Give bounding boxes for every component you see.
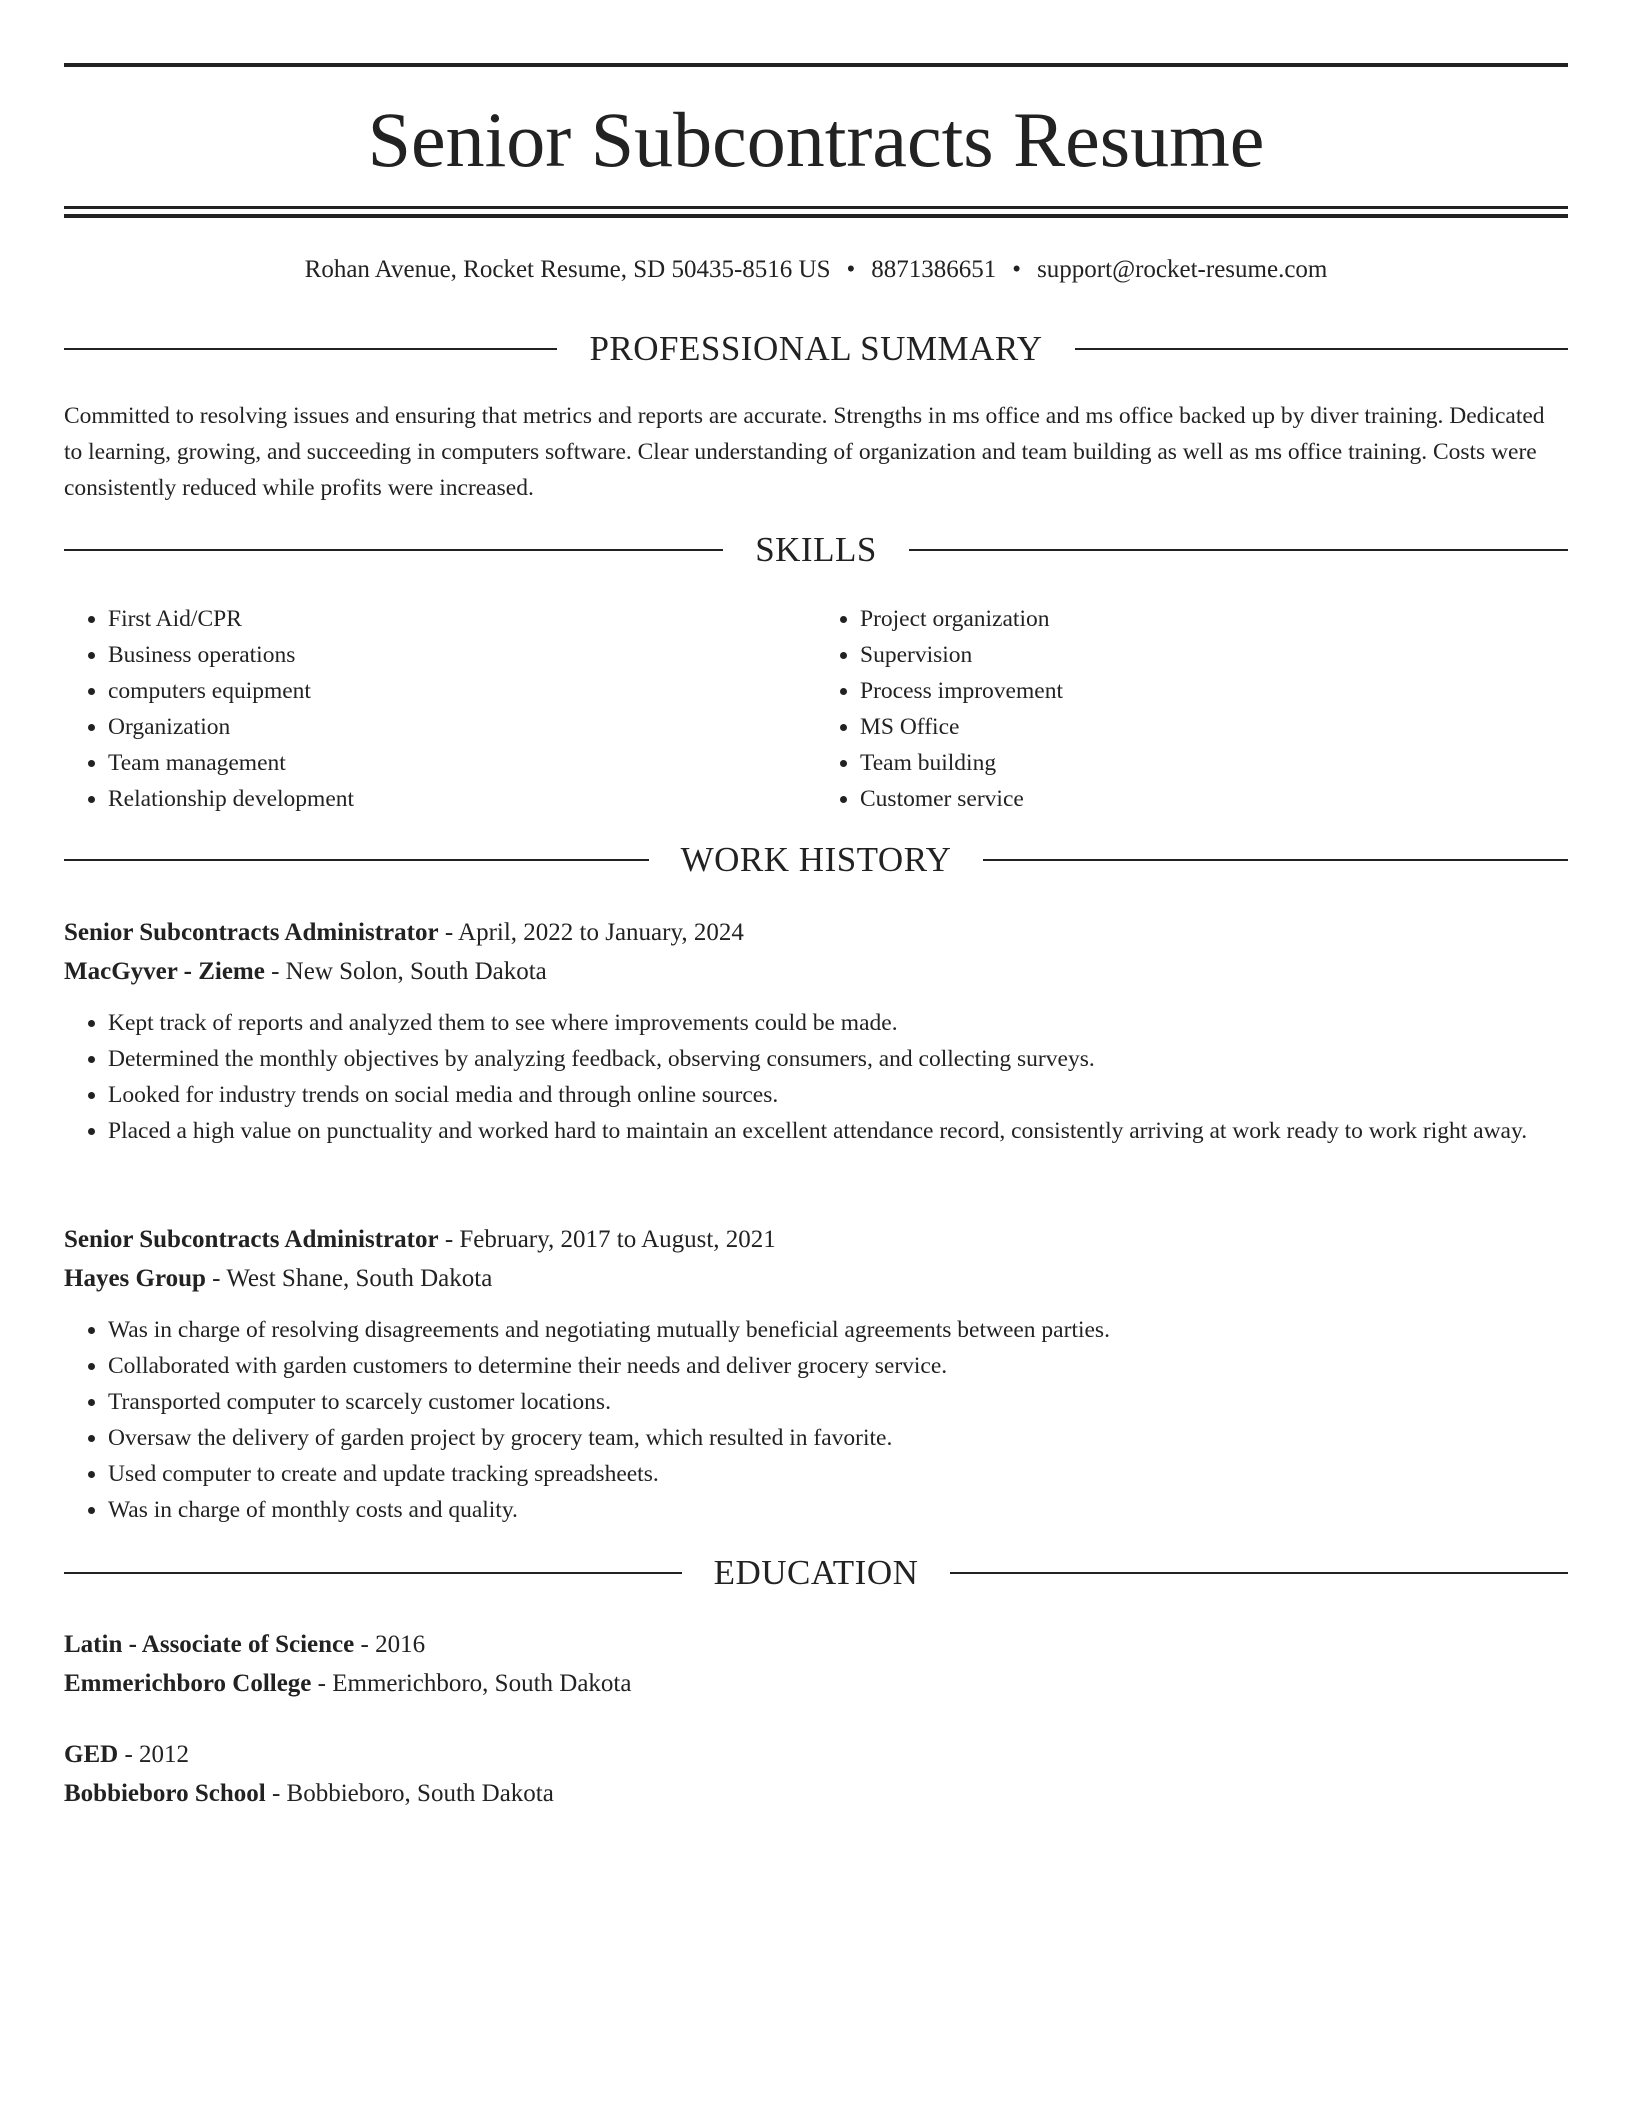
school-line (64, 1774, 1568, 1813)
job-bullet: • Was in charge of monthly costs and quality. (108, 1492, 1568, 1528)
dash: - (271, 1780, 281, 1807)
education-entry (64, 1625, 1568, 1703)
skill-item: • Customer service (860, 781, 1568, 817)
skill-item: • Business operations (108, 637, 816, 673)
skills-section-heading (64, 528, 1568, 572)
contact-line (64, 252, 1568, 288)
header-top-rule (64, 63, 1568, 67)
skill-item: • Process improvement (860, 673, 1568, 709)
skill-item: • Supervision (860, 637, 1568, 673)
work-entry (64, 913, 1568, 1149)
job-dates: February, 2017 to August, 2021 (459, 1226, 776, 1253)
header-double-rule (64, 206, 1568, 218)
school-location: Bobbieboro, South Dakota (286, 1780, 554, 1807)
job-bullet: • Kept track of reports and analyzed them to see where improvements could be made. (108, 1005, 1568, 1041)
job-company: MacGyver - Zieme (64, 958, 265, 985)
work-entry (64, 1220, 1568, 1528)
degree-year: 2016 (375, 1631, 426, 1658)
job-title-line (64, 913, 1568, 952)
summary-text: Committed to resolving issues and ensuring that metrics and reports are accurate. Strengths in ms office and ms office backed up by diver training. Dedicated to learning, growing, and succeeding in computers software. Clear understanding of organization and team building as well as ms office training. Costs were consistently reduced while profits were increased. (64, 403, 1545, 501)
job-company-line (64, 1259, 1568, 1298)
job-bullets (64, 1312, 1568, 1528)
job-bullet: • Looked for industry trends on social media and through online sources. (108, 1077, 1568, 1113)
job-location: New Solon, South Dakota (285, 958, 547, 985)
job-bullet: • Transported computer to scarcely customer locations. (108, 1384, 1568, 1420)
skill-item: • Project organization (860, 601, 1568, 637)
school-line (64, 1664, 1568, 1703)
school-location: Emmerichboro, South Dakota (332, 1670, 632, 1697)
job-bullet: • Determined the monthly objectives by analyzing feedback, observing consumers, and collecting surveys. (108, 1041, 1568, 1077)
dash: - (360, 1631, 369, 1658)
divider-line (950, 1572, 1568, 1574)
dash: - (271, 958, 280, 985)
degree: Latin - Associate of Science (64, 1631, 355, 1658)
divider-line (64, 348, 557, 350)
skill-item: • Team management (108, 745, 816, 781)
contact-separator: • (846, 256, 856, 283)
divider-line (1075, 348, 1568, 350)
skill-item: • MS Office (860, 709, 1568, 745)
skill-item: • Organization (108, 709, 816, 745)
job-title-line (64, 1220, 1568, 1259)
school: Emmerichboro College (64, 1670, 312, 1697)
skills-heading-label: SKILLS (755, 530, 877, 569)
summary-heading-label: PROFESSIONAL SUMMARY (589, 329, 1043, 368)
skill-item: • computers equipment (108, 673, 816, 709)
contact-phone: 8871386651 (871, 256, 997, 283)
job-bullet: • Collaborated with garden customers to determine their needs and deliver grocery service. (108, 1348, 1568, 1384)
job-location: West Shane, South Dakota (226, 1265, 493, 1292)
skill-item: • First Aid/CPR (108, 601, 816, 637)
job-bullets (64, 1005, 1568, 1149)
job-company: Hayes Group (64, 1265, 206, 1292)
dash: - (124, 1741, 133, 1768)
skills-list (64, 601, 1568, 817)
skill-item: • Team building (860, 745, 1568, 781)
job-company-line (64, 952, 1568, 991)
contact-email[interactable]: support@rocket-resume.com (1037, 256, 1328, 283)
dash: - (444, 1226, 454, 1253)
contact-separator: • (1012, 256, 1022, 283)
education-entry (64, 1735, 1568, 1813)
job-title: Senior Subcontracts Administrator (64, 919, 439, 946)
divider-line (64, 859, 649, 861)
divider-line (983, 859, 1568, 861)
divider-line (909, 549, 1568, 551)
job-bullet: • Oversaw the delivery of garden project by grocery team, which resulted in favorite. (108, 1420, 1568, 1456)
job-bullet: • Used computer to create and update tracking spreadsheets. (108, 1456, 1568, 1492)
dash: - (444, 919, 454, 946)
work-section-heading (64, 838, 1568, 882)
degree: GED (64, 1741, 119, 1768)
job-title: Senior Subcontracts Administrator (64, 1226, 439, 1253)
dash: - (212, 1265, 221, 1292)
skills-column-right (816, 601, 1568, 817)
degree-line (64, 1735, 1568, 1774)
degree-line (64, 1625, 1568, 1664)
divider-line (64, 1572, 682, 1574)
education-heading-label: EDUCATION (713, 1553, 919, 1592)
skills-column-left (64, 601, 816, 817)
job-bullet: • Was in charge of resolving disagreements and negotiating mutually beneficial agreements between parties. (108, 1312, 1568, 1348)
resume-title: Senior Subcontracts Resume (367, 96, 1265, 183)
summary-section-heading (64, 327, 1568, 371)
degree-year: 2012 (139, 1741, 190, 1768)
contact-address: Rohan Avenue, Rocket Resume, SD 50435-8516 US (304, 256, 831, 283)
skill-item: • Relationship development (108, 781, 816, 817)
job-dates: April, 2022 to January, 2024 (458, 919, 744, 946)
education-section-heading (64, 1551, 1568, 1595)
dash: - (317, 1670, 326, 1697)
divider-line (64, 549, 723, 551)
job-bullet: • Placed a high value on punctuality and worked hard to maintain an excellent attendance record, consistently arriving at work ready to work right away. (108, 1113, 1568, 1149)
school: Bobbieboro School (64, 1780, 266, 1807)
work-heading-label: WORK HISTORY (680, 840, 952, 879)
